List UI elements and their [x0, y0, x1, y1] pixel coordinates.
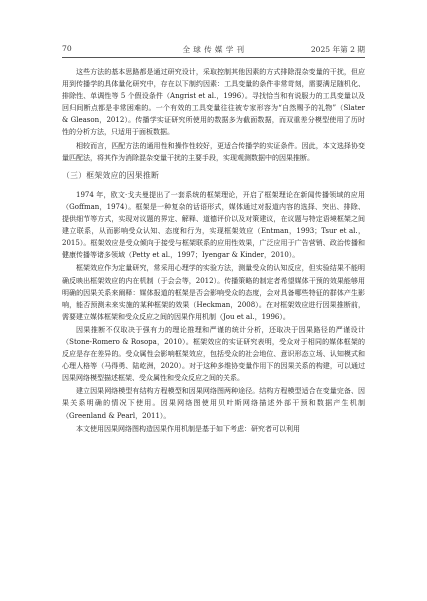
article-body — [62, 66, 365, 436]
header-rule — [62, 57, 365, 58]
paragraph: 这些方法的基本思路都是通过研究设计，采取控制其他因素的方式排除混杂变量的干扰，但应用到传播学的具体量化研究中，存在以下制约因素：工具变量的条件非常苛刻，需要满足随机化、排除性、单调性等 5 个假设条件（Angrist et al.，1996）。寻找恰当和有说服力的工具变量以及回归间断点都是非常困难的。一个有效的工具变量往往被专家形容为“自然赐予的礼物”（Slater & Gleason，2012）。传播学实证研究所使用的数据多为截面数据，而双重差分模型使用了历时性的分析方法，只适用于面板数据。 — [62, 68, 365, 137]
running-header — [62, 44, 365, 58]
paragraph: 相较而言，匹配方法的通用性和操作性较好，更适合传播学的实证条件。因此，本文选择协变量匹配法，将其作为消除混杂变量干扰的主要手段，实现观测数据中的因果推断。 — [62, 141, 365, 162]
paragraph: 建立因果网络模型有结构方程模型和因果网络图两种途径。结构方程模型适合在变量完备、因果关系明确的情况下使用。因果网络图使用贝叶斯网络描述外部干预和数据产生机制（Greenland & Pearl，2011）。 — [62, 387, 365, 420]
page-number: 70 — [62, 44, 72, 53]
paragraph: 1974 年，欧文·戈夫曼提出了一套系统的框架理论，开启了框架理论在新闻传播领域的应用（Goffman，1974）。框架是一种复杂的话语形式，媒体通过对报道内容的选择、突出、排除、提供细节等方式，实现对议题的界定、解释、道德评价以及对策建议，在议题与特定语境框架之间建立联系，从而影响受众认知、态度和行为，实现框架效应（Entman，1993；Tsur et al.，2015）。框架效应是受众倾向于接受与框架联系的应用性效果，广泛应用于广告营销、政治传播和健康传播等诸多领域（Petty et al.，1997；Iyengar & Kinder，2010）。 — [62, 190, 365, 260]
paragraph: 本文使用因果网络图构造因果作用机制是基于如下考虑：研究者可以利用 — [76, 424, 300, 433]
journal-name: 全 球 传 媒 学 刊 — [182, 45, 245, 54]
paragraph: 因果推断不仅取决于强有力的理论推理和严谨的统计分析，还取决于因果路径的严谨设计（Stone-Romero & Rosopa，2010）。框架效应的实证研究表明，受众对于相同的媒体框架的反应是存在差异的。受众属性会影响框架效应，包括受众的社会地位、意识形态立场、认知模式和心理人格等（马得勇、陆屹洲，2020）。对于这种多维协变量作用下的因果关系的构建，可以通过因果网络模型描述框架、受众属性和受众反应之间的关系。 — [62, 325, 365, 383]
paragraph: 框架效应作为定量研究，常采用心理学的实验方法，测量受众的认知反应，但实验结果不能明确反映出框架效应的内在机制（于会会等，2012）。传播策略的制定者希望媒体干预的效果能够用明确的因果关系来阐释：媒体报道的框架是否会影响受众的态度，会对具备哪些特征的群体产生影响，能否预测未来实施的某种框架的效果（Heckman，2008）。在对框架效应进行因果推断前，需要建立媒体框架和受众反应之间的因果作用机制（Jou et al.，1996）。 — [62, 264, 365, 321]
section-heading: （三）框架效应的因果推断 — [62, 170, 160, 180]
issue-label: 2025 年第 2 期 — [310, 45, 365, 54]
